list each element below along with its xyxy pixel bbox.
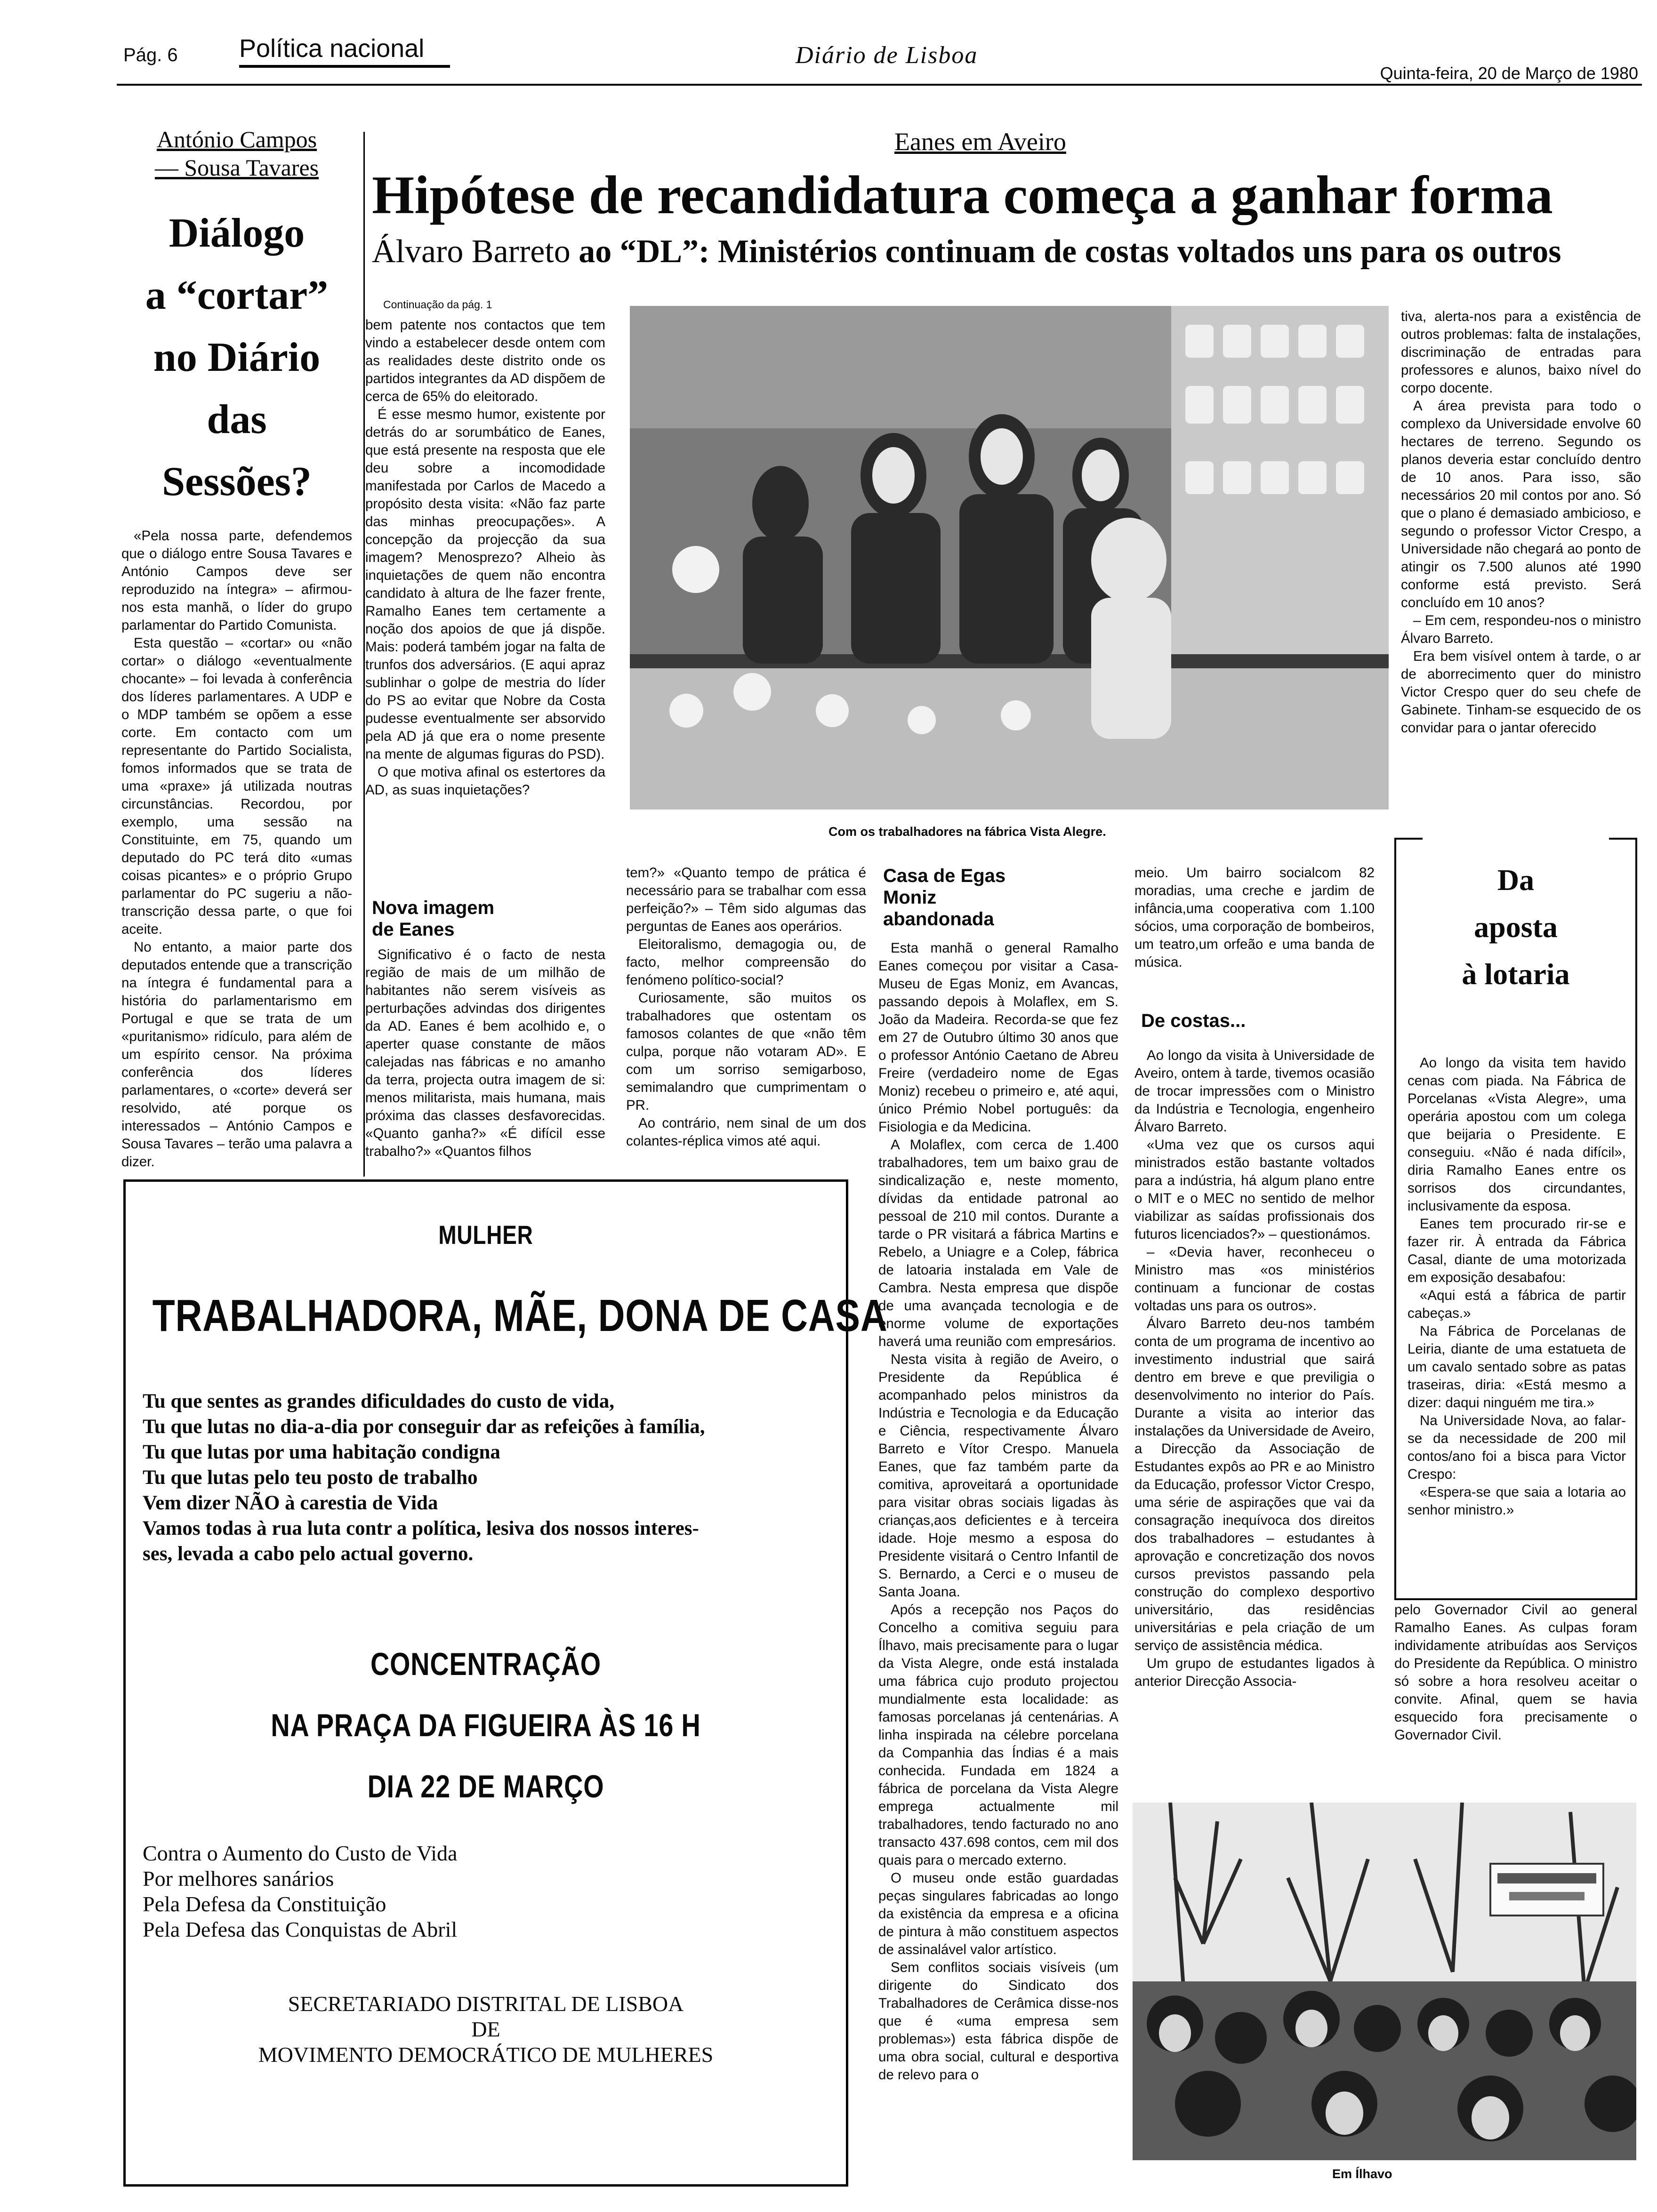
article-headline: Diálogo a “cortar” no Diário das Sessões?	[145, 210, 329, 505]
kicker-line-1: António Campos	[156, 126, 317, 152]
photo-ilhavo	[1133, 1803, 1636, 2160]
masthead: Diário de Lisboa	[796, 42, 978, 69]
left-article	[121, 125, 352, 1170]
ad-title-2: TRABALHADORA, MÃE, DONA DE CASA	[152, 1290, 888, 1341]
issue-date: Quinta-feira, 20 de Março de 1980	[1380, 64, 1638, 83]
main-kicker: Eanes em Aveiro	[894, 128, 1066, 156]
ad-causes: Contra o Aumento do Custo de Vida Por melhores sanários Pela Defesa da Constituição Pela Defesa das Conquistas de Abril	[143, 1841, 458, 1941]
ad-title-1: MULHER	[438, 1220, 533, 1250]
ad-event: CONCENTRAÇÃO NA PRAÇA DA FIGUEIRA ÀS 16 H DIA 22 DE MARÇO	[271, 1646, 701, 1804]
subtitle-nova-imagem: Nova imagem de Eanes	[372, 898, 495, 940]
main-col-1b: Significativo é o facto de nesta região de mais de um milhão de habitantes não serem visíveis as perturbações advindas dos dirigentes da AD. Eanes é bem acolhido e, o aperter quase constante de mãos calejadas nas fábricas e no amanho da terra, projecta outra imagem de si: menos militarista, mais humana, mais próxima das classes desfavorecidas. «Quanto ganha?» «É difícil esse trabalho?» «Quantos filhos	[365, 947, 605, 1159]
advertisement-box	[123, 1179, 888, 2187]
main-col-2: tem?» «Quanto tempo de prática é necessário para se trabalhar com essa perfeição?» – Têm sido algumas das perguntas de Eanes aos operários. Eleitoralismo, demagogia ou, de facto, melhor compreensão do fenómeno político-social? Curiosamente, são muitos os trabalhadores que ostentam os famosos colantes de que «não têm culpa, porque não votaram AD». E com um sorriso semigarboso, semimalandro que cumprimentam o PR. Ao contrário, nem sinal de um dos colantes-réplica vimos até aqui.	[626, 865, 866, 1149]
main-col-5b: pelo Governador Civil ao general Ramalho Eanes. As culpas foram individamente atribuídas aos Serviços do Presidente da República. O ministro só sobre a hora resolveu aceitar o convite. Afinal, quem se havia esquecido fora precisamente o Governador Civil.	[1394, 1602, 1637, 1743]
photo-illustration-2	[1133, 1803, 1636, 2160]
main-col-3: Esta manhã o general Ramalho Eanes começou por visitar a Casa-Museu de Egas Moniz, em Avancas, passando depois à Molaflex, em S. João da Madeira. Recorda-se que fez em 27 de Outubro último 30 anos que o professor António Caetano de Abreu Freire (verdadeiro nome de Egas Moniz) recebeu o primeiro e, até aqui, único Prémio Nobel português: da Fisiologia e da Medicina. A Molaflex, com cerca de 1.400 trabalhadores, tem um baixo grau de sindicalização e, neste momento, dívidas da entidade patronal ao pessoal de 210 mil contos. Durante a tarde o PR visitará a fábrica Martins e Rebelo, a Uniagre e a Colep, fábrica de latoaria instalada em Vale de Cambra. Nesta empresa que dispõe de uma avançada tecnologia e de enorme volume de exportações haverá uma reunião com empresários. Nesta visita à região de Aveiro, o Presidente da República é acompanhado pelos ministros da Indústria e Tecnologia e da Educação e Ciência, respectivamente Álvaro Barreto e Vítor Crespo. Manuela Eanes, que faz também parte da comitiva, aproveitará a oportunidade para visitar obras sociais ligadas às crianças,aos deficientes e à terceira idade. Hoje mesmo a esposa do Presidente visitará o Centro Infantil de S. Bernardo, a Cerci e o museu de Santa Joana. Após a recepção nos Paços do Concelho a comitiva seguiu para Ílhavo, mais precisamente para o lugar da Vista Alegre, onde está instalada uma fábrica cujo produto projectou mundialmente esta localidade: as famosas porcelanas já centenárias. A linha inspirada na célebre porcelana da Companhia das Índias é a mais conhecida. Fundada em 1824 a fábrica de porcelana da Vista Alegre emprega actualmente mil trabalhadores, tendo facturado no ano transacto 437.698 contos, cem mil dos quais para o mercado externo. O museu onde estão guardadas peças singulares fabricadas ao longo da existência da empresa e a oficina de pintura à mão constituem aspectos de assinalável valor artístico. Sem conflitos sociais visíveis (um dirigente do Sindicato dos Trabalhadores de Cerâmica disse-nos que é «uma empresa sem problemas») esta fábrica dispõe de uma obra social, cultural e desportiva de relevo para o	[878, 940, 1118, 2083]
photo-illustration	[630, 306, 1389, 809]
page-number: Pág. 6	[123, 45, 178, 65]
article-body: «Pela nossa parte, defendemos que o diálogo entre Sousa Tavares e António Campos deve ser reproduzido na íntegra» – afirmou-nos esta manhã, o líder do grupo parlamentar do Partido Comunista. Esta questão – «cortar» ou «não cortar» o diálogo «eventualmente chocante» – foi levada à conferência dos líderes parlamentares. A UDP e o MDP também se opõem a esse corte. Em contacto com um representante do Partido Socialista, fomos informados que se trata de uma «praxe» já utilizada noutras circunstâncias. Recordou, por exemplo, uma sessão na Constituinte, em 75, quando um deputado do PC terá dito «umas coisas picantes» e o próprio Grupo parlamentar do PC sugeriu a não-transcrição dessa parte, o que foi aceite. No entanto, a maior parte dos deputados entende que a transcrição na íntegra é fundamental para a história do parlamentarismo em Portugal e que se trata de um «puritanismo» ridículo, para além de um espírito censor. Na próxima conferência dos líderes parlamentares, o «corte» deverá ser resolvido, até porque os interessados – António Campos e Sousa Tavares – terão uma palavra a dizer.	[121, 528, 352, 1170]
article-kicker	[121, 125, 352, 182]
main-subheadline	[372, 233, 1643, 271]
subtitle-de-costas: De costas...	[1141, 1010, 1246, 1031]
subtitle-casa-egas-moniz: Casa de Egas Moniz abandonada	[883, 866, 1006, 930]
main-col-4: meio. Um bairro socialcom 82 moradias, uma creche e jardim de infância,uma cooperativa com 1.100 sócios, uma corporação de bombeiros, um teatro,um orfeão e uma banda de música.	[1134, 865, 1375, 970]
lottery-box	[1394, 838, 1637, 1600]
subheadline-rest: ao “DL”: Ministérios continuam de costas voltados uns para os outros	[579, 233, 1561, 270]
kicker-line-2: — Sousa Tavares	[154, 154, 319, 181]
lottery-title: Da aposta à lotaria	[1462, 863, 1570, 991]
ad-message: Tu que sentes as grandes dificuldades do custo de vida, Tu que lutas no dia-a-dia por conseguir dar as refeições à família, Tu que lutas por uma habitação condigna Tu que lutas pelo teu posto de trabalho Vem dizer NÃO à carestia de Vida Vamos todas à rua luta contr a política, lesiva dos nossos interes- ses, levada a cabo pelo actual governo.	[143, 1390, 705, 1565]
page-header	[0, 0, 1657, 83]
column-divider	[363, 132, 365, 1177]
main-col-1: bem patente nos contactos que tem vindo a estabelecer desde ontem com as realidades deste distrito onde os partidos integrantes da AD dispõem de cerca de 65% do eleitorado. É esse mesmo humor, existente por detrás do ar sorumbático de Eanes, que está presente na resposta que ele deu sobre a incomodidade manifestada por Carlos de Macedo a propósito desta visita: «Não faz parte das minhas preocupações». A concepção da projecção da sua imagem? Menosprezo? Alheio às inquietações de quem não encontra candidato à altura de lhe fazer frente, Ramalho Eanes tem certamente a noção dos apoios de que já dispõe. Mais: poderá também jogar na falta de trunfos dos adversários. (E aqui apraz sublinhar o golpe de mestria do líder do PS ao evitar que Nobre da Costa pudesse eventualmente ser absorvido pela AD já que era o nome presente na mente de algumas figuras do PSD). O que motiva afinal os estertores da AD, as suas inquietações?	[365, 317, 605, 798]
main-headline: Hipótese de recandidatura começa a ganhar forma	[372, 165, 1553, 225]
photo-vista-alegre	[630, 306, 1389, 809]
continuation-label: Continuação da pág. 1	[383, 298, 492, 311]
main-col-5: tiva, alerta-nos para a existência de outros problemas: falta de instalações, discriminação de entradas para professores e alunos, baixo nível do corpo docente. A área prevista para todo o complexo da Universidade envolve 60 hectares de terreno. Segundo os planos deveria estar concluído dentro de 10 anos. Para isso, são necessários 20 mil contos por ano. Só que o plano é demasiado ambicioso, e segundo o professor Victor Crespo, a Universidade não chegará ao ponto de atingir os 7.500 alunos até 1990 conforme está previsto. Será concluído em 10 anos? – Em cem, respondeu-nos o ministro Álvaro Barreto. Era bem visível ontem à tarde, o ar de aborrecimento quer do ministro Victor Crespo quer do seu chefe de Gabinete. Tinham-se esquecido de os convidar para o jantar oferecido	[1401, 309, 1641, 736]
photo-caption-1: Com os trabalhadores na fábrica Vista Alegre.	[828, 825, 1106, 839]
ad-signature: SECRETARIADO DISTRITAL DE LISBOA DE MOVIMENTO DEMOCRÁTICO DE MULHERES	[258, 1992, 714, 2067]
subheadline-name: Álvaro Barreto	[372, 233, 571, 270]
photo-caption-2: Em Ílhavo	[1332, 2167, 1392, 2181]
main-col-4b: Ao longo da visita à Universidade de Aveiro, ontem à tarde, tivemos ocasião de trocar impressões com o Ministro da Indústria e Tecnologia, engenheiro Álvaro Barreto. «Uma vez que os cursos aqui ministrados estão bastante voltados para a indústria, há algum plano entre o MIT e o MEC no sentido de melhor viabilizar as saídas profissionais dos futuros licenciados?» – questionámos. – «Devia haver, reconheceu o Ministro mas «os ministérios continuam a funcionar de costas voltadas uns para os outros». Álvaro Barreto deu-nos também conta de um programa de incentivo ao investimento industrial que sairá dentro em breve e que previligia o desenvolvimento no interior do País. Durante a visita ao interior das instalações da Universidade de Aveiro, a Direcção da Associação de Estudantes expôs ao PR e ao Ministro da Educação, professor Victor Crespo, uma série de aspirações que vai da consagração inequívoca dos direitos dos trabalhadores – estudantes à aprovação e concretização dos novos cursos previstos passando pela construção do complexo desportivo universitário, das residências universitárias e pela criação de um serviço de assistência médica. Um grupo de estudantes ligados à anterior Direcção Associa-	[1134, 1048, 1375, 1689]
lottery-body: Ao longo da visita tem havido cenas com piada. Na Fábrica de Porcelanas «Vista Alegre», uma operária apostou com um colega que beijaria o Presidente. E conseguiu. «Não é nada difícil», diria Ramalho Eanes entre os sorrisos dos circundantes, inclusivamente da esposa. Eanes tem procurado rir-se e fazer rir. À entrada da Fábrica Casal, diante de uma motorizada em exposição desabafou: «Aqui está a fábrica de partir cabeças.» Na Fábrica de Porcelanas de Leiria, diante de uma estatueta de um cavalo sentado sobre as patas traseiras, diria: «Está mesmo a dizer: daqui ninguém me tira.» Na Universidade Nova, ao falar-se da necessidade de 200 mil contos/ano foi a bisca para Victor Crespo: «Espera-se que saia a lotaria ao senhor ministro.»	[1408, 1055, 1626, 1518]
section-title: Política nacional	[239, 34, 425, 63]
